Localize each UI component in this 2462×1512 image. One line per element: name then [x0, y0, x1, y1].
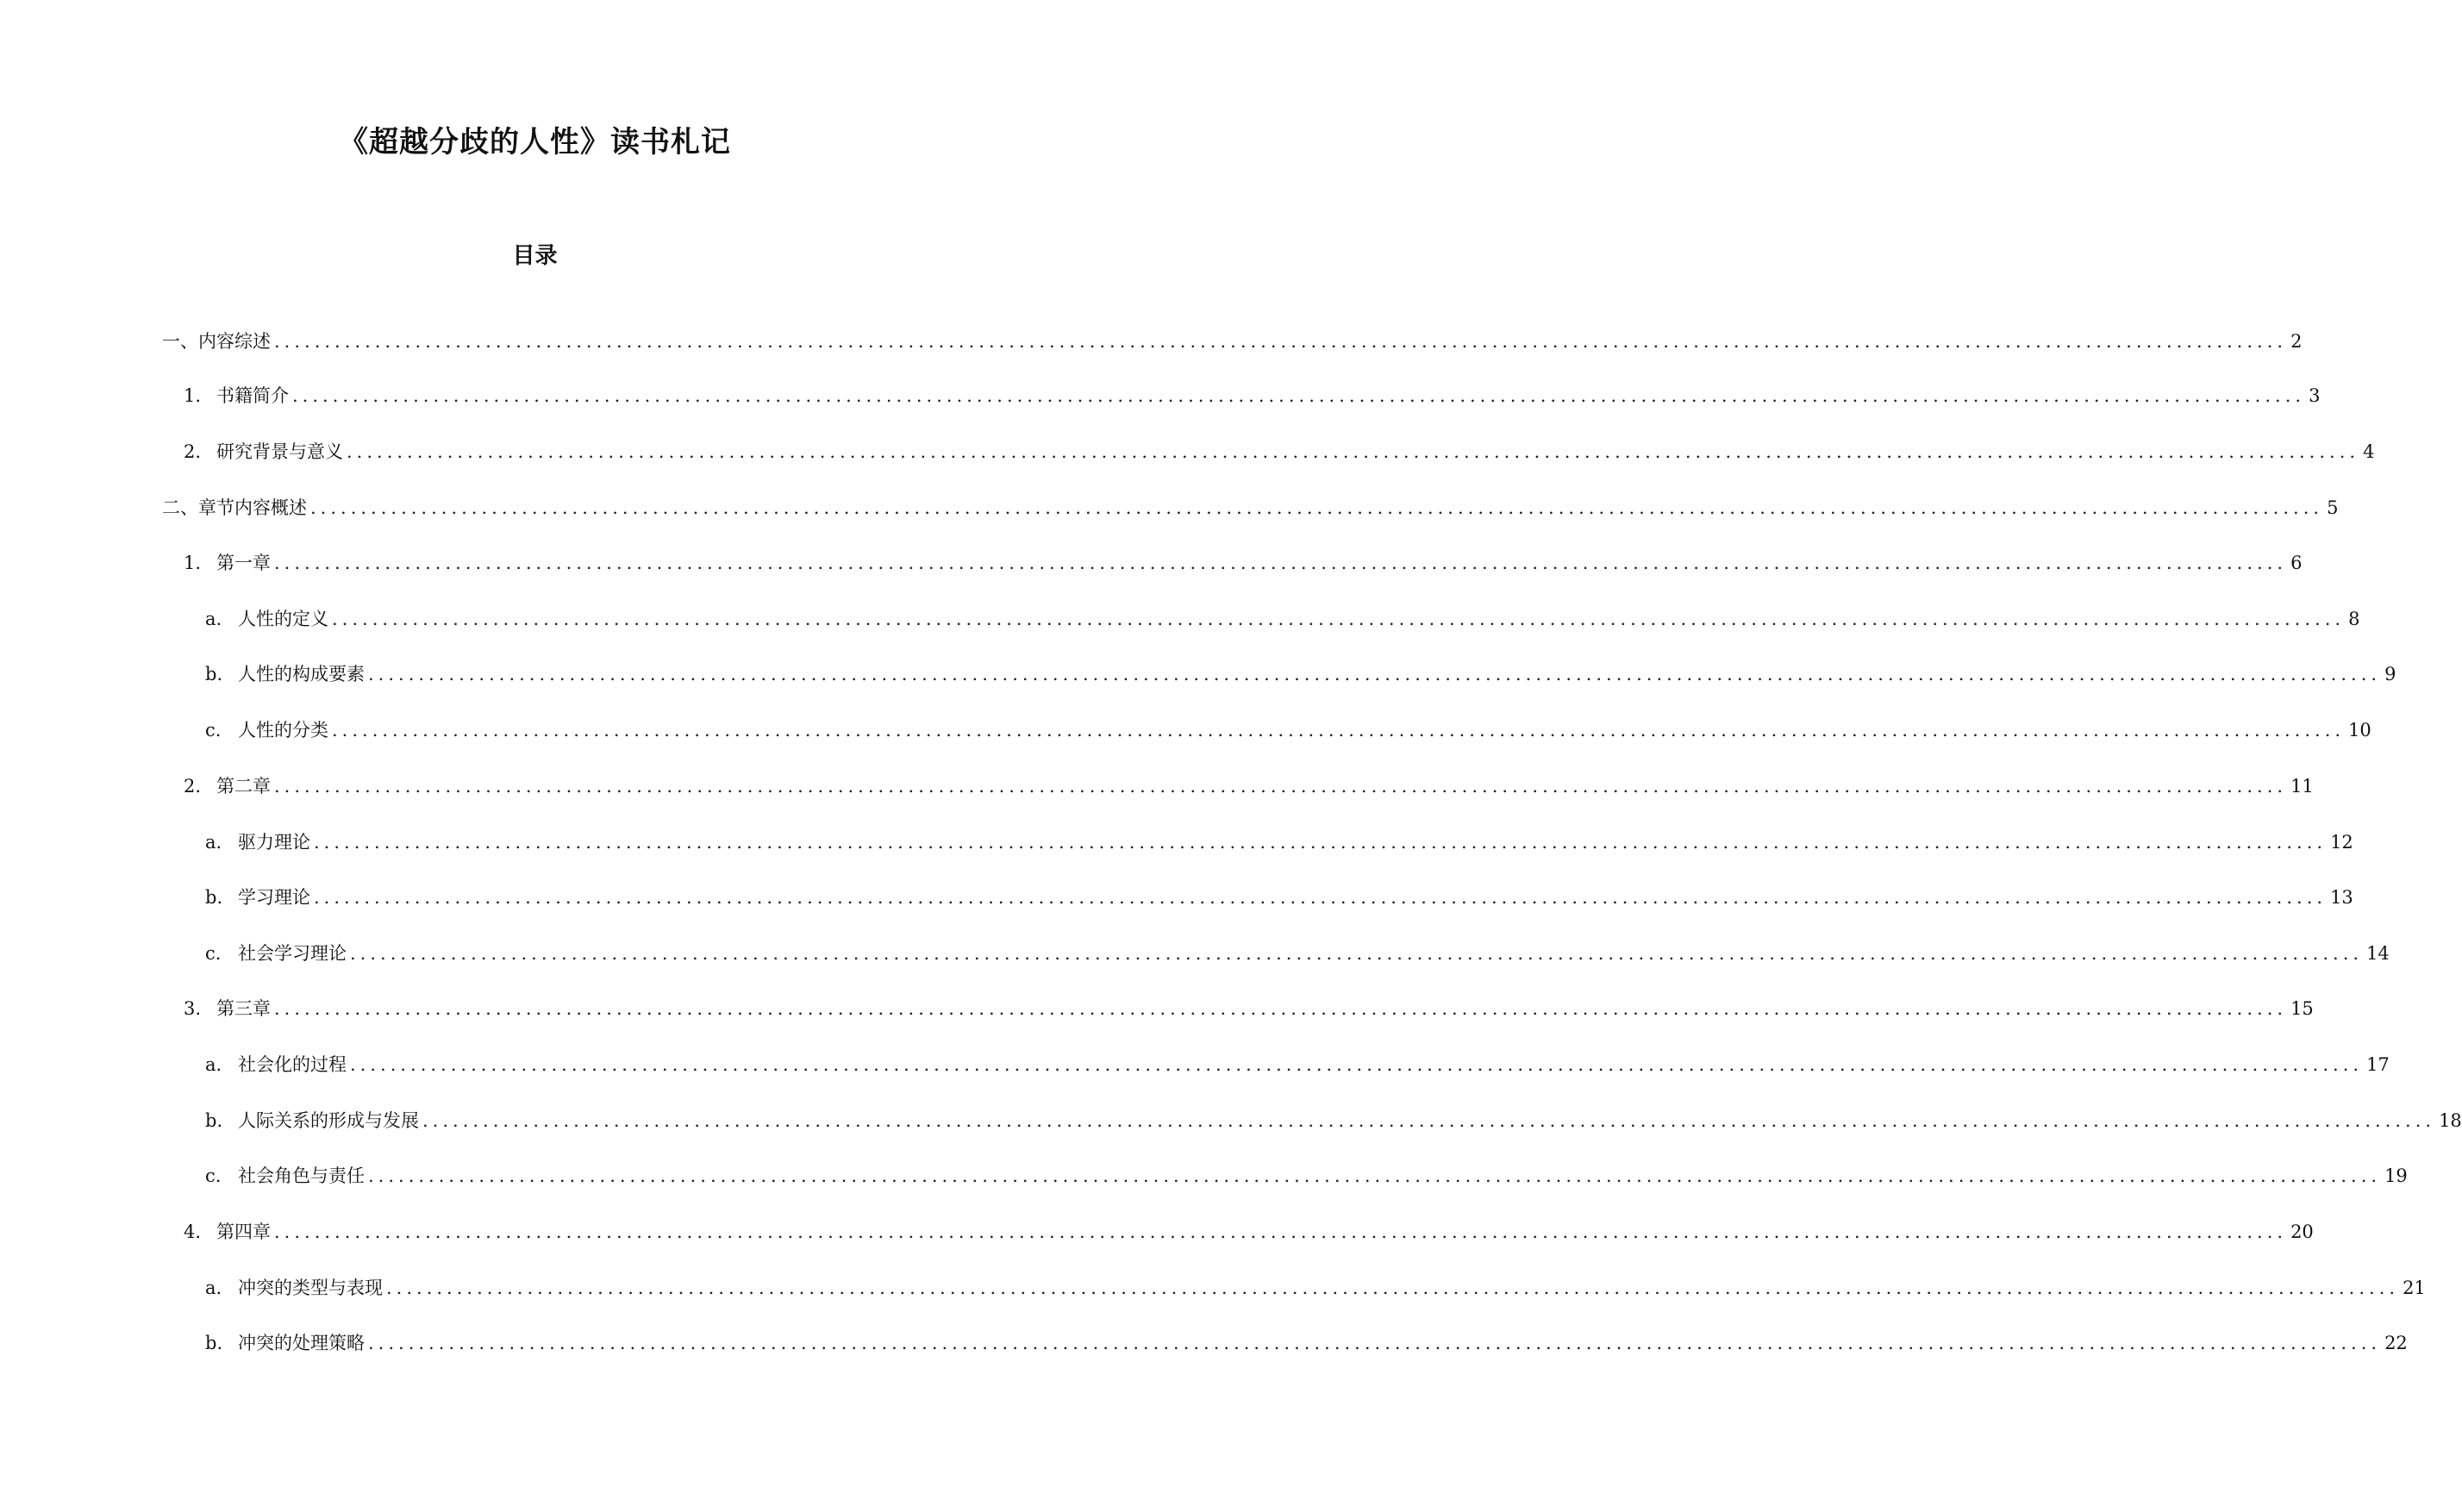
toc-leader-dots: ........................................................................................................................................................................................................ [368, 664, 2382, 684]
toc-entry-page: 2 [2290, 331, 2303, 352]
toc-entry-number: 1. [184, 385, 202, 406]
toc-leader-dots: ........................................................................................................................................................................................................ [368, 1333, 2382, 1353]
toc-entry[interactable] [205, 1276, 2426, 1300]
toc-entry-label: 书籍简介 [216, 385, 289, 406]
toc-entry-number: c. [205, 720, 222, 740]
toc-entry-label: 第二章 [216, 776, 271, 797]
toc-leader-dots: ........................................................................................................................................................................................................ [368, 1165, 2382, 1186]
toc-leader-dots: ........................................................................................................................................................................................................ [332, 609, 2346, 629]
toc-entry-number: b. [205, 664, 223, 684]
toc-entry-page: 9 [2384, 664, 2396, 684]
toc-entry-page: 17 [2366, 1054, 2390, 1075]
toc-entry-page: 6 [2290, 553, 2303, 573]
toc-entry-number: b. [205, 887, 223, 908]
toc-entry[interactable] [205, 830, 2353, 854]
toc-leader-dots: ........................................................................................................................................................................................................ [386, 1278, 2400, 1298]
toc-entry-label: 人性的分类 [238, 720, 328, 740]
toc-entry[interactable] [184, 551, 2303, 575]
toc-entry-page: 4 [2363, 441, 2375, 462]
toc-entry[interactable] [162, 496, 2339, 520]
toc-entry-label: 冲突的处理策略 [238, 1333, 365, 1353]
toc-leader-dots: ........................................................................................................................................................................................................ [274, 776, 2288, 797]
toc-leader-dots: ........................................................................................................................................................................................................ [347, 441, 2360, 462]
toc-entry-page: 21 [2403, 1278, 2426, 1298]
toc-heading: 目录 [512, 243, 558, 269]
toc-entry-label: 研究背景与意义 [216, 441, 343, 462]
toc-entry-label: 人性的定义 [238, 609, 328, 629]
toc-entry-page: 8 [2348, 609, 2360, 629]
toc-entry-label: 人际关系的形成与发展 [238, 1110, 419, 1131]
toc-entry-number: 2. [184, 776, 202, 797]
toc-entry-number: a. [205, 1054, 222, 1075]
toc-entry[interactable] [205, 941, 2390, 965]
toc-entry-page: 22 [2384, 1333, 2408, 1353]
toc-leader-dots: ........................................................................................................................................................................................................ [274, 998, 2288, 1019]
toc-entry-label: 冲突的类型与表现 [238, 1278, 383, 1298]
toc-entry[interactable] [184, 1220, 2314, 1244]
toc-entry-page: 13 [2330, 887, 2353, 908]
toc-entry[interactable] [205, 1053, 2390, 1077]
toc-entry-label: 第三章 [216, 998, 271, 1019]
toc-entry-page: 11 [2290, 776, 2314, 797]
toc-entry[interactable] [205, 1164, 2408, 1188]
toc-entry[interactable] [184, 997, 2314, 1021]
toc-entry-label: 驱力理论 [238, 832, 310, 853]
toc-entry[interactable] [205, 662, 2396, 686]
toc-leader-dots: ........................................................................................................................................................................................................ [350, 943, 2364, 964]
toc-entry-number: 2. [184, 441, 202, 462]
toc-entry-number: a. [205, 1278, 222, 1298]
toc-leader-dots: ........................................................................................................................................................................................................ [274, 553, 2288, 573]
toc-entry[interactable] [184, 440, 2375, 464]
toc-entry-number: 3. [184, 998, 202, 1019]
toc-entry[interactable] [205, 1109, 2462, 1133]
toc-entry-label: 第一章 [216, 553, 271, 573]
toc-entry-page: 12 [2330, 832, 2353, 853]
toc-entry-number: a. [205, 609, 222, 629]
toc-entry-page: 10 [2348, 720, 2371, 740]
toc-entry[interactable] [162, 329, 2303, 353]
toc-entry[interactable] [205, 607, 2360, 631]
toc-entry-page: 14 [2366, 943, 2390, 964]
toc-leader-dots: ........................................................................................................................................................................................................ [350, 1054, 2364, 1075]
toc-entry-label: 社会角色与责任 [238, 1165, 365, 1186]
toc-entry-number: c. [205, 943, 222, 964]
toc-entry-label: 章节内容概述 [198, 497, 307, 518]
toc-entry-number: b. [205, 1333, 223, 1353]
toc-entry-number: b. [205, 1110, 223, 1131]
toc-entry-label: 社会化的过程 [238, 1054, 347, 1075]
toc-entry[interactable] [205, 885, 2353, 909]
toc-entry-number: 1. [184, 553, 202, 573]
toc-entry[interactable] [184, 774, 2314, 798]
toc-leader-dots: ........................................................................................................................................................................................................ [422, 1110, 2436, 1131]
toc-entry[interactable] [205, 718, 2371, 742]
toc-entry-number: 4. [184, 1221, 202, 1242]
toc-leader-dots: ........................................................................................................................................................................................................ [274, 331, 2288, 352]
toc-entry-page: 18 [2439, 1110, 2462, 1131]
toc-entry-page: 20 [2290, 1221, 2314, 1242]
toc-entry[interactable] [184, 384, 2321, 408]
toc-leader-dots: ........................................................................................................................................................................................................ [310, 497, 2324, 518]
toc-leader-dots: ........................................................................................................................................................................................................ [314, 832, 2328, 853]
toc-leader-dots: ........................................................................................................................................................................................................ [292, 385, 2306, 406]
toc-leader-dots: ........................................................................................................................................................................................................ [274, 1221, 2288, 1242]
toc-entry-page: 3 [2309, 385, 2321, 406]
toc-entry-number: c. [205, 1165, 222, 1186]
document-title: 《超越分歧的人性》读书札记 [339, 125, 731, 159]
toc-entry-page: 5 [2327, 497, 2339, 518]
toc-entry-number: a. [205, 832, 222, 853]
toc-leader-dots: ........................................................................................................................................................................................................ [332, 720, 2346, 740]
toc-entry-label: 内容综述 [198, 331, 271, 352]
toc-entry-page: 15 [2290, 998, 2314, 1019]
toc-entry-label: 第四章 [216, 1221, 271, 1242]
toc-entry[interactable] [205, 1331, 2408, 1355]
toc-entry-number: 一、 [162, 331, 198, 352]
toc-leader-dots: ........................................................................................................................................................................................................ [314, 887, 2328, 908]
toc-entry-label: 人性的构成要素 [238, 664, 365, 684]
toc-entry-number: 二、 [162, 497, 198, 518]
toc-entry-label: 学习理论 [238, 887, 310, 908]
toc-entry-page: 19 [2384, 1165, 2408, 1186]
toc-entry-label: 社会学习理论 [238, 943, 347, 964]
